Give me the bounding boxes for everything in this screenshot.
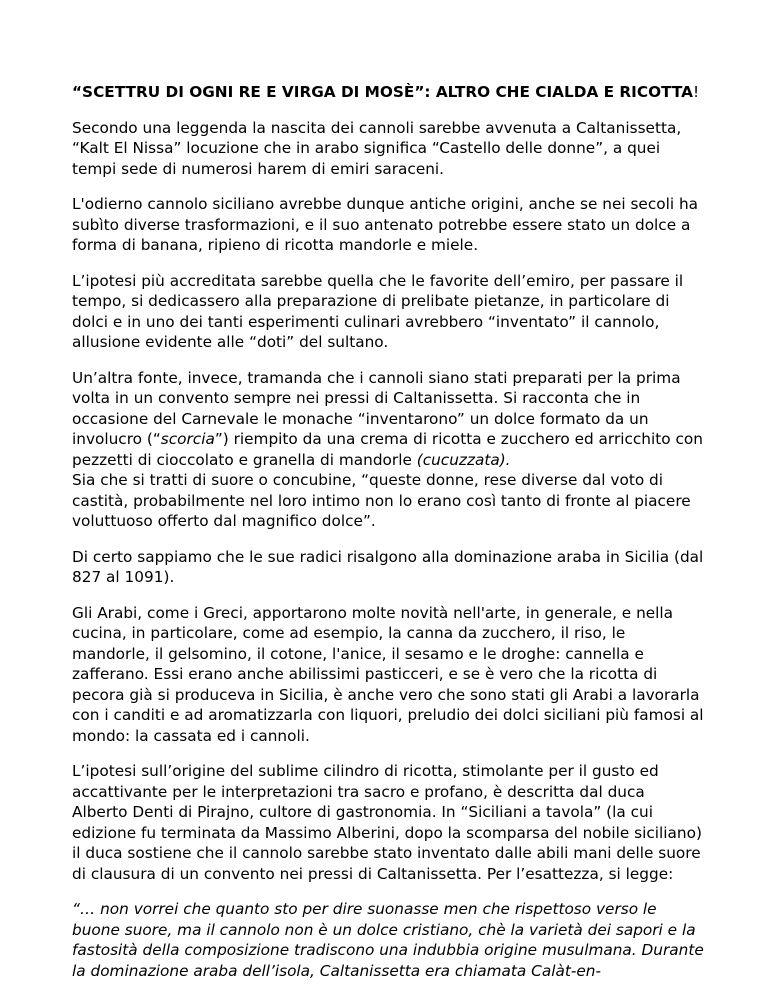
convent-scorcia: scorcia xyxy=(160,430,215,448)
paragraph-legend: Secondo una leggenda la nascita dei cannoli sarebbe avvenuta a Caltanissetta, “Kalt El Nissa” locuzione che in arabo significa “Castello delle donne”, a quei tempi sede di numerosi harem di emiri saraceni. xyxy=(72,118,682,178)
paragraph-arab-domination: Di certo sappiamo che le sue radici risalgono alla dominazione araba in Sicilia (dal 827 al 1091). xyxy=(72,547,704,586)
convent-text-b: ”) riempito da una crema di ricotta e zucchero ed arricchito con pezzetti di cioccolato e granella di mandorle xyxy=(72,430,703,469)
convent-cucuzzata: (cucuzzata). xyxy=(416,450,511,469)
paragraph-duke-hypothesis: L’ipotesi sull’origine del sublime cilindro di ricotta, stimolante per il gusto ed accattivante per le interpretazioni tra sacro e profano, è descritta dal duca Alberto Denti di Pirajno, cultore di gastronomia. In “Siciliani a tavola” (la cui edizione fu terminata da Massimo Alberini, dopo la scomparsa del nobile siciliano) il duca sostiene che il cannolo sarebbe stato inventato dalle abili mani delle suore di clausura di un convento nei pressi di Caltanissetta. Per l’esattezza, si legge: xyxy=(72,762,702,883)
title-exclamation: ! xyxy=(692,83,700,101)
paragraph-convent xyxy=(72,368,704,532)
convent-line-1 xyxy=(72,368,704,471)
title-text: “SCETTRU DI OGNI RE E VIRGA DI MOSÈ”: ALTRO CHE CIALDA E RICOTTA xyxy=(72,83,693,101)
convent-line-2: Sia che si tratti di suore o concubine, “queste donne, rese diverse dal voto di castità, probabilmente nel loro intimo non lo erano così tanto di fronte al piacere voluttuoso offerto dal magnifico dolce”. xyxy=(72,471,691,530)
paragraph-hypothesis: L’ipotesi più accreditata sarebbe quella che le favorite dell’emiro, per passare il tempo, si dedicassero alla preparazione di prelibate pietanze, in particolare di dolci e in uno dei tanti esperimenti culinari avrebbero “inventato” il cannolo, allusione evidente alle “doti” del sultano. xyxy=(72,271,684,351)
document-title xyxy=(72,82,704,103)
paragraph-origins: L'odierno cannolo siciliano avrebbe dunque antiche origini, anche se nei secoli ha subìto diverse trasformazioni, e il suo antenato potrebbe essere stato un dolce a forma di banana, ripieno di ricotta mandorle e miele. xyxy=(72,195,699,254)
quote-paragraph: “… non vorrei che quanto sto per dire suonasse men che rispettoso verso le buone suore, ma il cannolo non è un dolce cristiano, chè la varietà dei sapori e la fastosità della composizione tradiscono una indubbia origine musulmana. Durante la dominazione araba dell’isola, Caltanissetta era chiamata Calàt-en- xyxy=(72,900,704,980)
convent-text-a: Un’altra fonte, invece, tramanda che i cannoli siano stati preparati per la prima volta in un convento sempre nei pressi di Caltanissetta. Si racconta che in occasione del Carnevale le monache “inventarono” un dolce formato da un involucro (“ xyxy=(72,368,681,448)
paragraph-arab-novelties: Gli Arabi, come i Greci, apportarono molte novità nell'arte, in generale, e nella cucina, in particolare, come ad esempio, la canna da zucchero, il riso, le mandorle, il gelsomino, il cotone, l'anice, il sesamo e le droghe: cannella e zafferano. Essi erano anche abilissimi pasticceri, e se è vero che la ricotta di pecora già si produceva in Sicilia, è anche vero che sono stati gli Arabi a lavorarla con i canditi e ad aromatizzarla con liquori, preludio dei dolci siciliani più famosi al mondo: la cassata ed i cannoli. xyxy=(72,603,704,745)
document-page xyxy=(72,82,704,996)
